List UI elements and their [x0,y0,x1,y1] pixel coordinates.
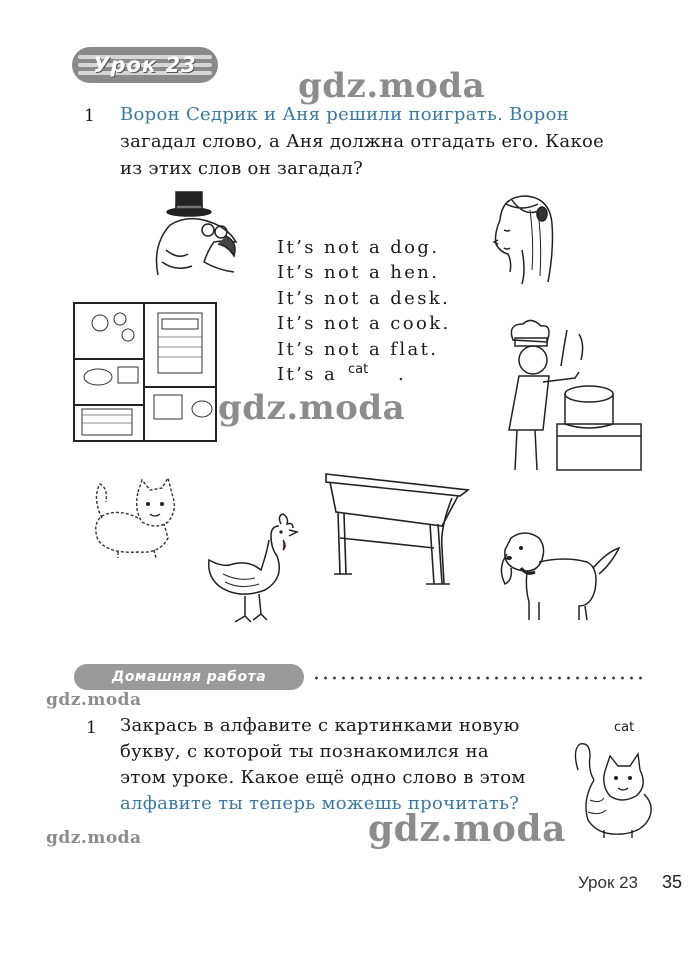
watermark: gdz.moda [46,690,142,710]
cat-icon [88,478,183,558]
homework-number: 1 [86,718,97,738]
raven-icon [148,190,243,280]
phrase-desk: It’s not a desk. [277,288,451,309]
task-text-line: из этих слов он загадал? [120,158,364,179]
phrase-cook: It’s not a cook. [277,313,451,334]
footer-lesson-label: Урок 23 [578,873,639,892]
page-number: 35 [662,872,683,892]
homework-text-line: этом уроке. Какое ещё одно слово в этом [120,767,526,788]
girl-icon [482,190,562,285]
phrase-hen: It’s not a hen. [277,262,440,283]
phrase-flat: It’s not a flat. [277,339,439,360]
cat-small-icon [570,740,660,840]
answer-line: It’s a [277,364,338,385]
dog-icon [495,528,625,628]
cook-icon [495,320,645,478]
homework-text-line: букву, с которой ты познакомился на [120,741,489,762]
answer-word: cat [348,362,369,377]
homework-text-line: Закрась в алфавите с картинками новую [120,715,520,736]
watermark: gdz.moda [46,828,142,848]
task-text-line: загадал слово, а Аня должна отгадать его. Какое [120,131,605,152]
homework-answer-word: cat [614,720,635,735]
flat-plan-icon [70,297,220,445]
lesson-badge: Урок 23 [93,53,197,77]
desk-icon [322,468,472,588]
hen-icon [205,512,300,627]
watermark: gdz.moda [368,808,566,850]
task-text-line: Ворон Седрик и Аня решили поиграть. Ворон [120,104,570,125]
homework-badge: Домашняя работа [111,669,267,685]
dotted-divider [312,676,647,680]
phrase-dog: It’s not a dog. [277,237,440,258]
homework-text-line: алфавите ты теперь можешь прочитать? [120,793,520,814]
answer-period: . [398,364,407,385]
watermark: gdz.moda [298,66,486,106]
task-number: 1 [84,106,95,126]
watermark: gdz.moda [218,388,406,428]
